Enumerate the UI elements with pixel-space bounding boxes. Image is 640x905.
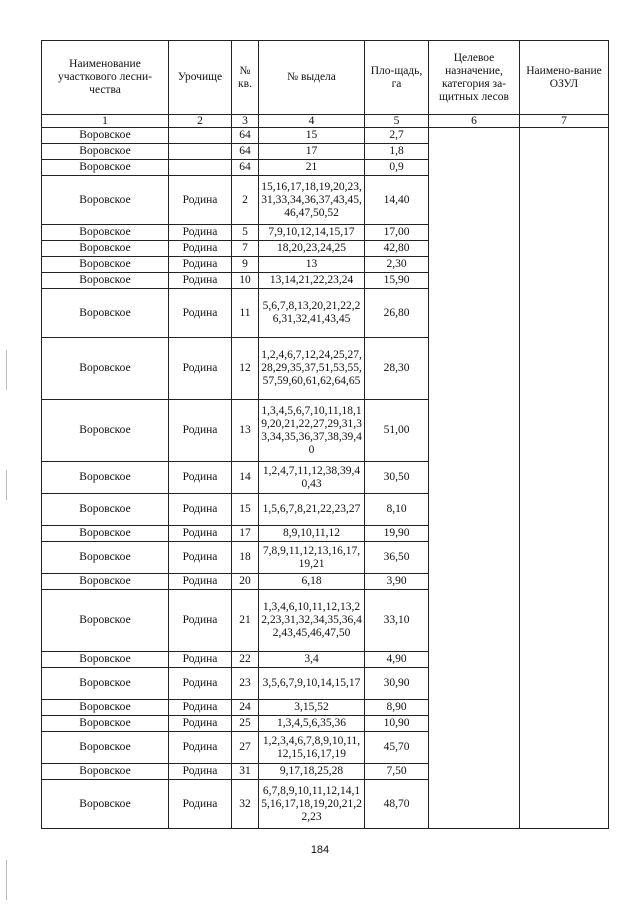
tract-cell: Родина [169,273,232,289]
col-header-tract: Урочище [169,41,232,115]
col-header-purpose: Целевое назначение, категория за-щитных лесов [429,41,520,115]
sections-cell: 1,3,4,5,6,35,36 [259,716,365,732]
area-cell: 42,80 [365,241,429,257]
area-cell: 33,10 [365,590,429,652]
tract-cell: Родина [169,574,232,590]
tract-cell [169,128,232,144]
district-cell: Воровское [42,764,169,780]
sections-cell: 3,15,52 [259,700,365,716]
district-cell: Воровское [42,128,169,144]
table-row [42,128,609,144]
area-cell: 10,90 [365,716,429,732]
district-cell: Воровское [42,176,169,225]
tract-cell: Родина [169,462,232,494]
header-row [42,41,609,115]
forest-plots-table [41,40,609,829]
quarter-cell: 64 [232,128,259,144]
column-number: 4 [259,115,365,128]
quarter-cell: 25 [232,716,259,732]
tract-cell: Родина [169,668,232,700]
col-header-sections: № выдела [259,41,365,115]
scan-mark [6,350,7,390]
area-cell: 8,90 [365,700,429,716]
quarter-cell: 9 [232,257,259,273]
area-cell: 19,90 [365,526,429,542]
area-cell: 36,50 [365,542,429,574]
sections-cell: 1,2,4,7,11,12,38,39,40,43 [259,462,365,494]
district-cell: Воровское [42,462,169,494]
sections-cell: 7,8,9,11,12,13,16,17,19,21 [259,542,365,574]
area-cell: 48,70 [365,780,429,829]
area-cell: 8,10 [365,494,429,526]
quarter-cell: 2 [232,176,259,225]
tract-cell: Родина [169,494,232,526]
quarter-cell: 12 [232,338,259,400]
district-cell: Воровское [42,732,169,764]
quarter-cell: 5 [232,225,259,241]
area-cell: 0,9 [365,160,429,176]
tract-cell: Родина [169,700,232,716]
sections-cell: 13 [259,257,365,273]
district-cell: Воровское [42,652,169,668]
district-cell: Воровское [42,273,169,289]
district-cell: Воровское [42,716,169,732]
tract-cell: Родина [169,400,232,462]
column-number: 7 [520,115,609,128]
sections-cell: 21 [259,160,365,176]
col-header-ozul: Наимено-вание ОЗУЛ [520,41,609,115]
district-cell: Воровское [42,338,169,400]
sections-cell: 8,9,10,11,12 [259,526,365,542]
sections-cell: 3,4 [259,652,365,668]
quarter-cell: 64 [232,160,259,176]
district-cell: Воровское [42,668,169,700]
tract-cell: Родина [169,542,232,574]
area-cell: 30,50 [365,462,429,494]
area-cell: 7,50 [365,764,429,780]
district-cell: Воровское [42,225,169,241]
area-cell: 28,30 [365,338,429,400]
area-cell: 51,00 [365,400,429,462]
district-cell: Воровское [42,160,169,176]
tract-cell: Родина [169,764,232,780]
column-number: 5 [365,115,429,128]
district-cell: Воровское [42,590,169,652]
quarter-cell: 13 [232,400,259,462]
column-number: 2 [169,115,232,128]
purpose-cell [429,128,520,829]
district-cell: Воровское [42,144,169,160]
district-cell: Воровское [42,780,169,829]
district-cell: Воровское [42,289,169,338]
ozul-cell [520,128,609,829]
district-cell: Воровское [42,574,169,590]
scan-mark [6,470,7,500]
tract-cell: Родина [169,225,232,241]
sections-cell: 1,3,4,5,6,7,10,11,18,19,20,21,22,27,29,31,33,34,35,36,37,38,39,40 [259,400,365,462]
sections-cell: 6,7,8,9,10,11,12,14,15,16,17,18,19,20,21,22,23 [259,780,365,829]
col-header-quarter: № кв. [232,41,259,115]
scan-mark [6,860,7,900]
sections-cell: 6,18 [259,574,365,590]
tract-cell: Родина [169,289,232,338]
sections-cell: 3,5,6,7,9,10,14,15,17 [259,668,365,700]
quarter-cell: 24 [232,700,259,716]
district-cell: Воровское [42,700,169,716]
tract-cell: Родина [169,780,232,829]
tract-cell: Родина [169,176,232,225]
quarter-cell: 10 [232,273,259,289]
col-header-area: Пло-щадь, га [365,41,429,115]
tract-cell: Родина [169,590,232,652]
column-number: 6 [429,115,520,128]
district-cell: Воровское [42,257,169,273]
district-cell: Воровское [42,241,169,257]
sections-cell: 1,2,3,4,6,7,8,9,10,11,12,15,16,17,19 [259,732,365,764]
quarter-cell: 22 [232,652,259,668]
quarter-cell: 11 [232,289,259,338]
quarter-cell: 20 [232,574,259,590]
area-cell: 14,40 [365,176,429,225]
quarter-cell: 32 [232,780,259,829]
sections-cell: 15 [259,128,365,144]
sections-cell: 5,6,7,8,13,20,21,22,26,31,32,41,43,45 [259,289,365,338]
area-cell: 2,30 [365,257,429,273]
quarter-cell: 14 [232,462,259,494]
area-cell: 17,00 [365,225,429,241]
col-header-district: Наименование участкового лесни-чества [42,41,169,115]
area-cell: 26,80 [365,289,429,338]
sections-cell: 1,5,6,7,8,21,22,23,27 [259,494,365,526]
tract-cell: Родина [169,257,232,273]
tract-cell [169,160,232,176]
district-cell: Воровское [42,526,169,542]
quarter-cell: 27 [232,732,259,764]
quarter-cell: 23 [232,668,259,700]
area-cell: 45,70 [365,732,429,764]
sections-cell: 17 [259,144,365,160]
tract-cell: Родина [169,241,232,257]
quarter-cell: 15 [232,494,259,526]
sections-cell: 18,20,23,24,25 [259,241,365,257]
column-number: 1 [42,115,169,128]
column-number-row [42,115,609,128]
sections-cell: 15,16,17,18,19,20,23,31,33,34,36,37,43,45,46,47,50,52 [259,176,365,225]
tract-cell: Родина [169,732,232,764]
area-cell: 4,90 [365,652,429,668]
quarter-cell: 17 [232,526,259,542]
tract-cell: Родина [169,652,232,668]
quarter-cell: 18 [232,542,259,574]
district-cell: Воровское [42,400,169,462]
district-cell: Воровское [42,542,169,574]
sections-cell: 9,17,18,25,28 [259,764,365,780]
tract-cell: Родина [169,526,232,542]
tract-cell: Родина [169,338,232,400]
area-cell: 15,90 [365,273,429,289]
tract-cell: Родина [169,716,232,732]
sections-cell: 1,3,4,6,10,11,12,13,22,23,31,32,34,35,36,42,43,45,46,47,50 [259,590,365,652]
quarter-cell: 64 [232,144,259,160]
table-body [42,128,609,829]
district-cell: Воровское [42,494,169,526]
sections-cell: 13,14,21,22,23,24 [259,273,365,289]
page-number: 184 [310,844,330,856]
column-number: 3 [232,115,259,128]
area-cell: 30,90 [365,668,429,700]
quarter-cell: 31 [232,764,259,780]
sections-cell: 1,2,4,6,7,12,24,25,27,28,29,35,37,51,53,55,57,59,60,61,62,64,65 [259,338,365,400]
sections-cell: 7,9,10,12,14,15,17 [259,225,365,241]
tract-cell [169,144,232,160]
area-cell: 2,7 [365,128,429,144]
quarter-cell: 7 [232,241,259,257]
area-cell: 3,90 [365,574,429,590]
quarter-cell: 21 [232,590,259,652]
area-cell: 1,8 [365,144,429,160]
